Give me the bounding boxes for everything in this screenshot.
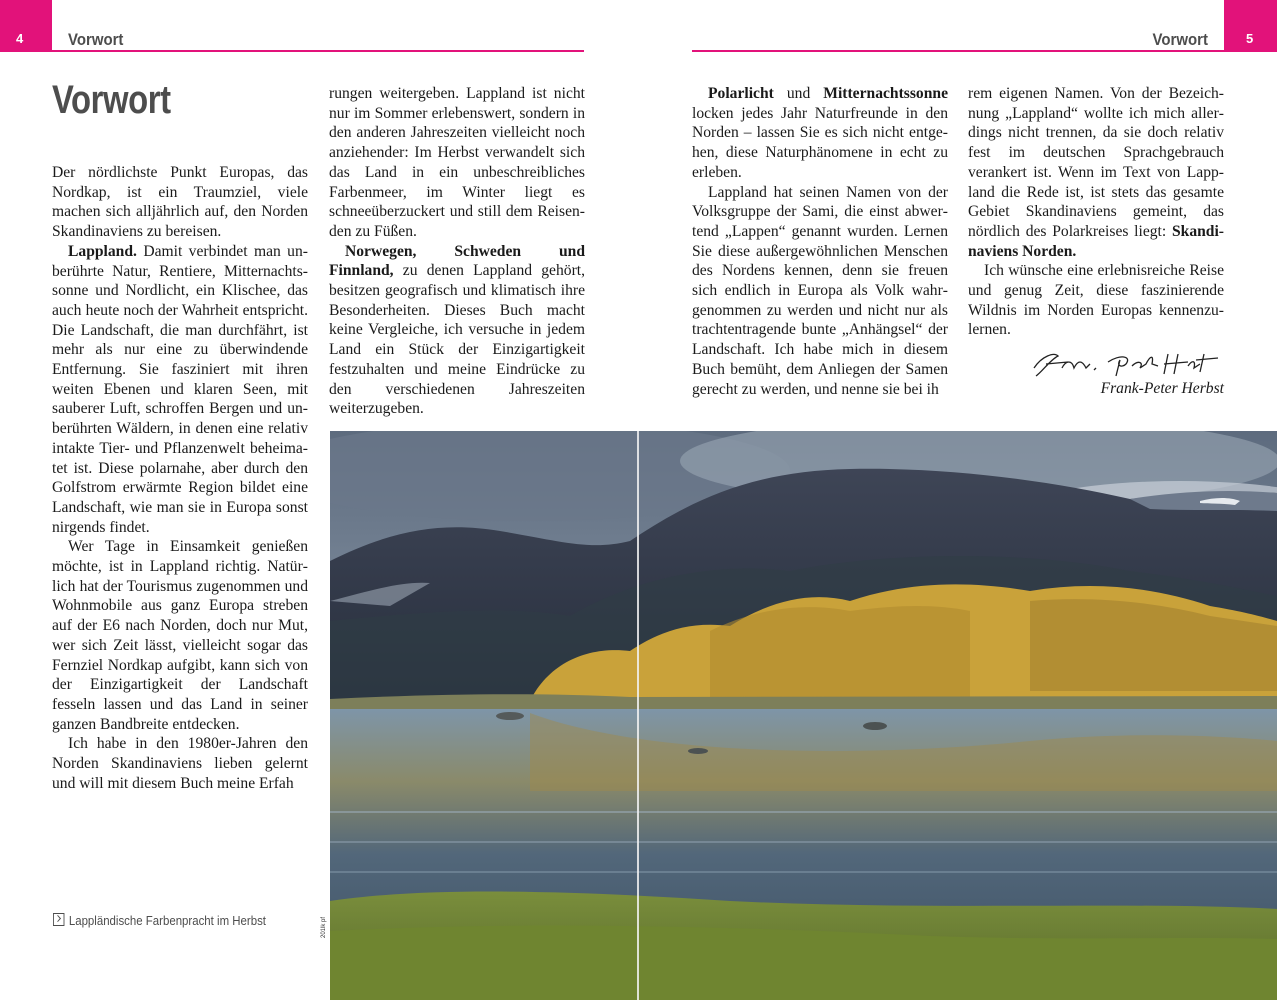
text-column-4 [968, 84, 1224, 340]
text-column-3 [692, 84, 948, 399]
photo-caption [53, 912, 266, 930]
landscape-photo [330, 431, 1277, 1000]
paragraph: Lappland hat seinen Namen von der Volksgruppe der Sami, die einst abwertend „Lappen“ genannt wurden. Lernen Sie diese außergewöhnlichen Menschen des Nordens kennen, denn sie freuen sich endlich in Europa als Volk wahrgenommen zu werden und nicht nur als trachtentragende bunte „Anhängsel“ der Landschaft. Ich habe mich in diesem Buch bemüht, dem Anliegen der Samen gerecht zu werden, und nenne sie bei ih [692, 183, 948, 398]
bold-lead: Polarlicht [708, 85, 774, 102]
page-number-left: 4 [16, 31, 24, 46]
header-rule-left [52, 50, 584, 52]
caption-text: Lappländische Farbenpracht im Herbst [68, 913, 266, 928]
bold-lead: Lappland. [68, 242, 137, 260]
running-head-left: Vorwort [68, 30, 124, 49]
paragraph-text: Damit verbindet man unberührte Natur, Rentiere, Mitternachtssonne und Nordlicht, ein Klischee, das auch heute noch der Wahrheit entspricht. Die Landschaft, die man durchfährt, ist mehr als nur eine zu überwindende Entfernung. Sie fasziniert mit ihren weiten Ebenen und klaren Seen, mit sauberer Luft, schroffen Bergen und unberührten Wäldern, in denen eine relativ intakte Tier- und Pflanzenwelt beheimatet ist. Diese polarnahe, aber durch den Golfstrom erwärmte Region bildet eine Landschaft, wie man sie in Europa sonst nirgends findet. [52, 242, 308, 536]
author-signature [1028, 346, 1224, 382]
bold-lead: Mitternachtssonne [823, 85, 948, 102]
page-tab-left [0, 0, 52, 52]
paragraph-text: rem eigenen Namen. Von der Bezeichnung „Lappland“ wollte ich mich allerdings nicht trennen, da sie doch relativ fest im deutschen Sprachgebrauch verankert ist. Wenn im Text von Lappland die Rede ist, ist stets das gesamte Gebiet Skandinaviens gemeint, das nördlich des Polarkreises liegt: [968, 85, 1224, 240]
running-head-right: Vorwort [1152, 30, 1208, 49]
paragraph [329, 242, 585, 419]
page-number-right: 5 [1246, 31, 1254, 46]
paragraph: Wer Tage in Einsamkeit genießen möchte, ist in Lappland richtig. Natürlich hat der Tourismus zugenommen und Wohnmobile aus ganz Europa streben auf der E6 nach Norden, doch nur Mut, wer sich Zeit lässt, vielleicht sogar das Fernziel Nordkap aufgibt, kann sich von der Einzigartigkeit der Landschaft fesseln lassen und das Land in seiner ganzen Bandbreite entdecken. [52, 538, 308, 733]
text-column-2 [329, 84, 585, 419]
text-column-1 [52, 163, 308, 794]
paragraph [52, 242, 308, 538]
paragraph [692, 84, 948, 183]
lake-autumn-image [330, 431, 1277, 1000]
paragraph [968, 84, 1224, 261]
paragraph-text: und [773, 85, 824, 102]
author-name: Frank-Peter Herbst [1100, 380, 1224, 397]
bold-lead: Norwegen, Schweden und Finnland, [329, 242, 585, 280]
bold-text: Skandinaviens Norden. [968, 222, 1224, 260]
paragraph: Ich habe in den 1980er-Jahren den Norden Skandinaviens lieben gelernt und will mit diesem Buch meine Erfah [52, 735, 308, 792]
paragraph-text: zu denen Lappland gehört, besitzen geografisch und klimatisch ihre Besonderheiten. Dieses Buch macht keine Vergleiche, ich versuche in jedem Land ein Stück der Einzigartigkeit festzuhalten und meine Eindrücke zu den verschiedenen Jahreszeiten weiterzugeben. [329, 262, 585, 418]
paragraph: Ich wünsche eine erlebnisreiche Reise und genug Zeit, diese faszinierende Wildnis im Norden Europas kennenzulernen. [968, 262, 1224, 339]
header-rule-right [692, 50, 1224, 52]
arrow-right-box-icon [53, 913, 64, 926]
paragraph-text: locken jedes Jahr Naturfreunde in den Norden – lassen Sie es sich nicht entgehen, diese Naturphänomene in echt zu erleben. [692, 104, 948, 181]
photo-credit: 201lk pf [321, 916, 327, 938]
chapter-title: Vorwort [52, 78, 171, 122]
paragraph: rungen weitergeben. Lappland ist nicht nur im Sommer erlebenswert, sondern in den anderen Jahreszeiten vielleicht noch anziehender: Im Herbst verwandelt sich das Land in ein unbeschreibliches Farbenmeer, im Winter liegt es schneeüberzuckert und still dem Reisenden zu Füßen. [329, 85, 585, 240]
paragraph: Der nördlichste Punkt Europas, das Nordkap, ist ein Traumziel, viele machen sich alljährlich auf, den Norden Skandinaviens zu bereisen. [52, 164, 308, 241]
